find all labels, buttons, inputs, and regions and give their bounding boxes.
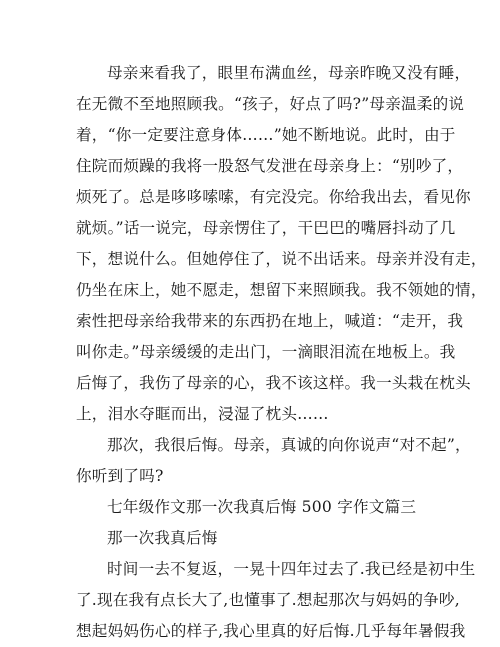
text-line: 在无微不至地照顾我。“孩子，好点了吗?”母亲温柔的说: [76, 95, 465, 113]
text-line: 时间一去不复返，一晃十四年过去了.我已经是初中生: [107, 560, 476, 578]
text-line: 着，“你一定要注意身体……”她不断地说。此时，由于: [76, 126, 456, 144]
text-line: 了.现在我有点长大了,也懂事了.想起那次与妈妈的争吵,: [76, 591, 460, 609]
text-line: 母亲来看我了，眼里布满血丝，母亲昨晚又没有睡，: [107, 64, 471, 82]
text-line: 想起妈妈伤心的样子,我心里真的好后悔.几乎每年暑假我: [76, 622, 466, 640]
essay-title: 那一次我真后悔: [107, 529, 218, 547]
text-line: 下，想说什么。但她停住了，说不出话来。母亲并没有走，: [76, 250, 487, 268]
section-heading: 七年级作文那一次我真后悔 500 字作文篇三: [107, 498, 417, 516]
text-line: 就烦。”话一说完，母亲愣住了，干巴巴的嘴唇抖动了几: [76, 219, 456, 237]
text-line: 烦死了。总是哆哆嗦嗦，有完没完。你给我出去，看见你: [76, 188, 471, 206]
text-line: 那次，我很后悔。母亲，真诚的向你说声“对不起”，: [107, 436, 471, 454]
text-line: 后悔了，我伤了母亲的心，我不该这样。我一头栽在枕头: [76, 374, 471, 392]
text-line: 仍坐在床上，她不愿走，想留下来照顾我。我不领她的情，: [76, 281, 487, 299]
text-line: 你听到了吗?: [76, 467, 164, 485]
text-line: 上，泪水夺眶而出，浸湿了枕头……: [76, 405, 329, 423]
text-line: 索性把母亲给我带来的东西扔在地上，喊道：“走开，我: [76, 312, 464, 330]
text-line: 住院而烦躁的我将一股怒气发泄在母亲身上：“别吵了，: [76, 157, 464, 175]
essay-body: [76, 58, 487, 647]
text-line: 叫你走。”母亲缓缓的走出门，一滴眼泪流在地板上。我: [76, 343, 456, 361]
